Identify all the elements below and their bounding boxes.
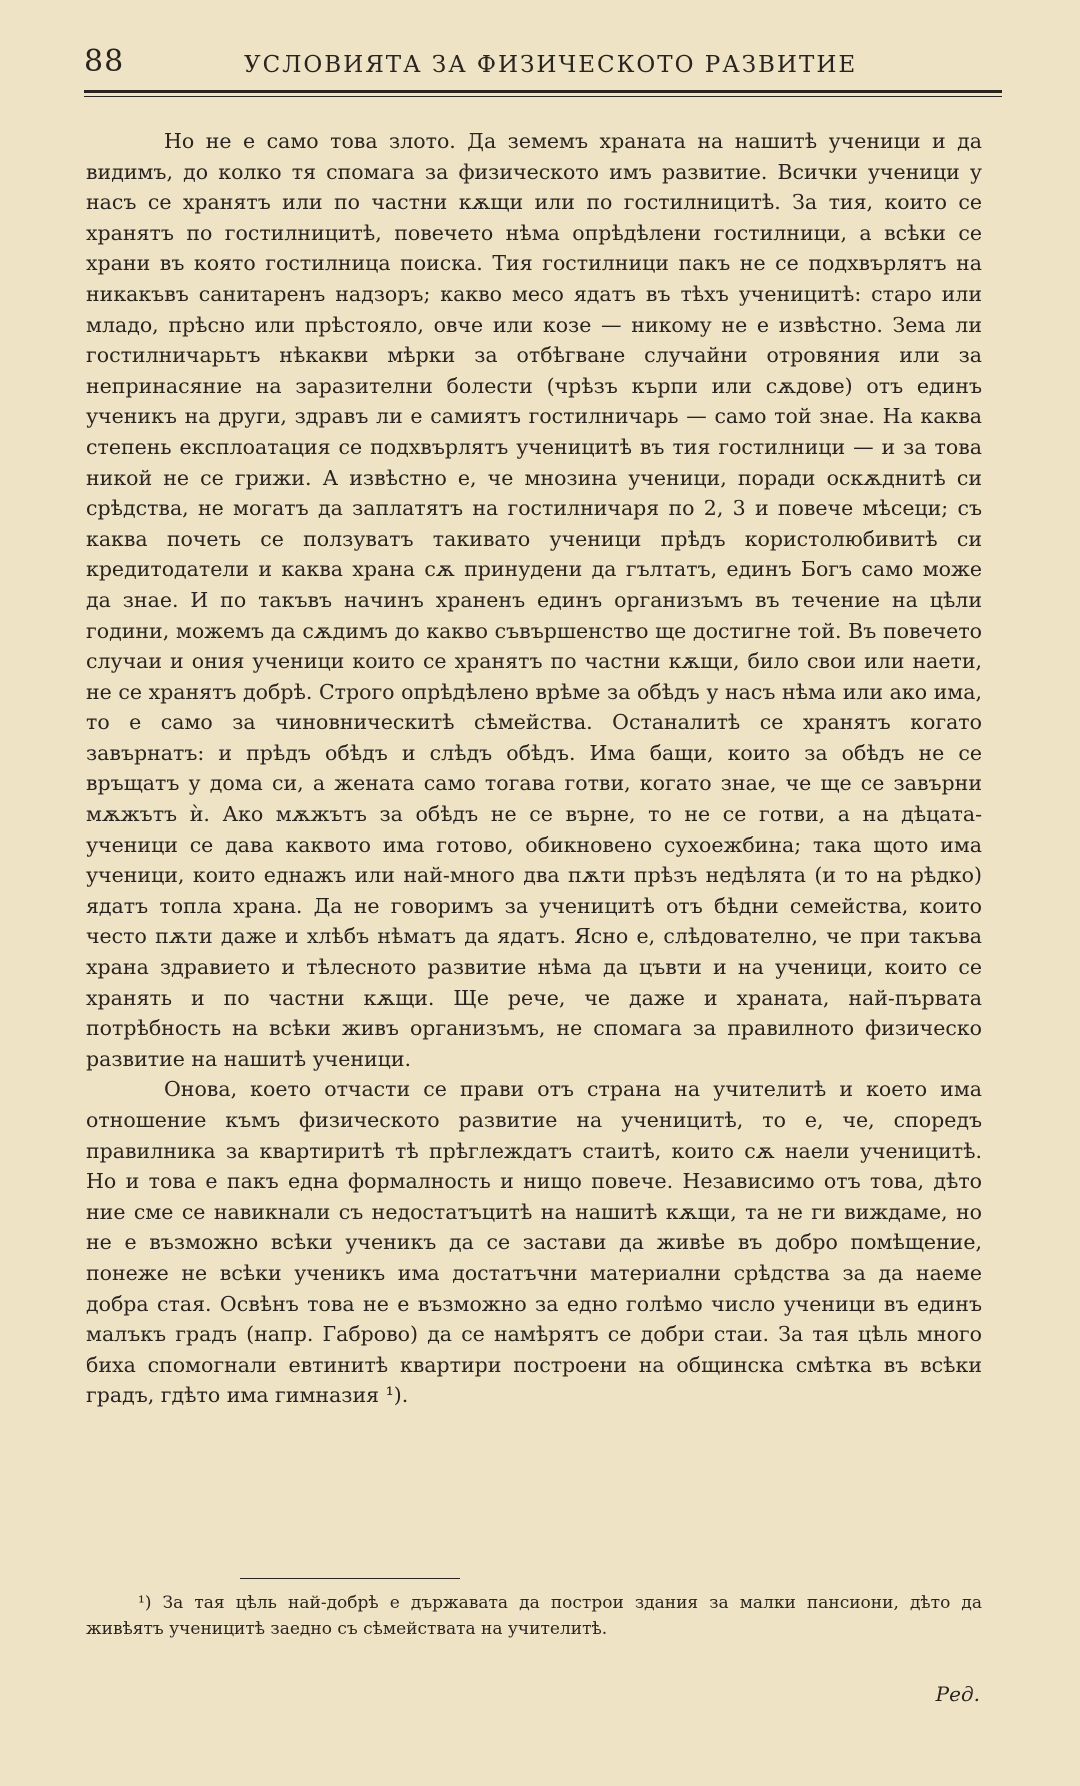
body-text [86,126,982,1411]
footnote: ¹) За тая цѣль най-добрѣ е държавата да построи здания за малки пансиони, дѣто да живѣятъ ученицитѣ заедно съ сѣмействата на учителитѣ. [86,1593,982,1639]
footnote-separator [240,1578,460,1579]
running-title: УСЛОВИЯТА ЗА ФИЗИЧЕСКОТО РАЗВИТИЕ [244,52,858,78]
page-number: 88 [84,44,125,79]
paragraph: Но не е само това злото. Да земемъ храната на нашитѣ ученици и да видимъ, до колко тя спомага за физическото имъ развитие. Всички ученици у насъ се хранятъ или по частни кѫщи или по гостилницитѣ. За тия, които се хранятъ по гостилницитѣ, повечето нѣма опрѣдѣлени гостилници, а всѣки се храни въ която гостилница поиска. Тия гостилници пакъ не се подхвърлятъ на никакъвъ санитаренъ надзоръ; какво месо ядатъ въ тѣхъ ученицитѣ: старо или младо, прѣсно или прѣстояло, овче или козе — никому не е извѣстно. Зема ли гостилничарьтъ нѣкакви мѣрки за отбѣгване случайни отровяния или за непринасяние на заразителни болести (чрѣзъ кърпи или сѫдове) отъ единъ ученикъ на други, здравъ ли е самиятъ гостилничарь — само той знае. На каква степень експлоатация се подхвърлятъ ученицитѣ въ тия гостилници — и за това никой не се грижи. А извѣстно е, че мнозина ученици, поради оскѫднитѣ си срѣдства, не могатъ да заплатятъ на гостилничаря по 2, 3 и повече мѣсеци; съ каква почеть се ползуватъ такивато ученици прѣдъ користолюбивитѣ си кредитодатели и каква храна сѫ принудени да гълтатъ, единъ Богъ само може да знае. И по такъвъ начинъ храненъ единъ организъмъ въ течение на цѣли години, можемъ да сѫдимъ до какво съвършенство ще достигне той. Въ повечето случаи и ония ученици които се хранятъ по частни кѫщи, било свои или наети, не се хранятъ добрѣ. Строго опрѣдѣлено врѣме за обѣдъ у насъ нѣма или ако има, то е само за чиновническитѣ сѣмейства. Останалитѣ се хранятъ когато завърнатъ: и прѣдъ обѣдъ и слѣдъ обѣдъ. Има бащи, които за обѣдъ не се връщатъ у дома си, а жената само тогава готви, когато знае, че ще се завърни мѫжътъ ѝ. Ако мѫжътъ за обѣдъ не се върне, то не се готви, а на дѣцата-ученици се дава каквото има готово, обикновено сухоежбина; така щото има ученици, които еднажъ или най-много два пѫти прѣзъ недѣлята (и то на рѣдко) ядатъ топла храна. Да не говоримъ за ученицитѣ отъ бѣдни семейства, които често пѫти даже и хлѣбъ нѣматъ да ядатъ. Ясно е, слѣдователно, че при такъва храна здравието и тѣлесното развитие нѣма да цъвти и на ученици, които се хранять и по частни кѫщи. Ще рече, че даже и храната, най-първата потрѣбность на всѣки живъ организъмъ, не спомага за правилното физическо развитие на нашитѣ ученици. [86,129,982,1071]
header-rule-thick [84,90,1002,93]
page-header [84,44,986,84]
header-rule-thin [84,96,1002,97]
editor-mark: Ред. [935,1682,980,1706]
paragraph: Онова, което отчасти се прави отъ страна на учителитѣ и което има отношение къмъ физическото развитие на ученицитѣ, то е, че, споредъ правилника за квартиритѣ тѣ прѣглеждатъ стаитѣ, които сѫ наели ученицитѣ. Но и това е пакъ една формалность и нищо повече. Независимо отъ това, дѣто ние сме се навикнали съ недостатъцитѣ на нашитѣ кѫщи, та не ги виждаме, но не е възможно всѣки ученикъ да се застави да живѣе въ добро помѣщение, понеже не всѣки ученикъ има достатъчни материални срѣдства за да наеме добра стая. Освѣнъ това не е възможно за едно голѣмо число ученици въ единъ малъкъ градъ (напр. Габрово) да се намѣрятъ се добри стаи. За тая цѣль много биха спомогнали евтинитѣ квартири построени на общинска смѣтка въ всѣки градъ, гдѣто има гимназия ¹). [86,1077,982,1408]
